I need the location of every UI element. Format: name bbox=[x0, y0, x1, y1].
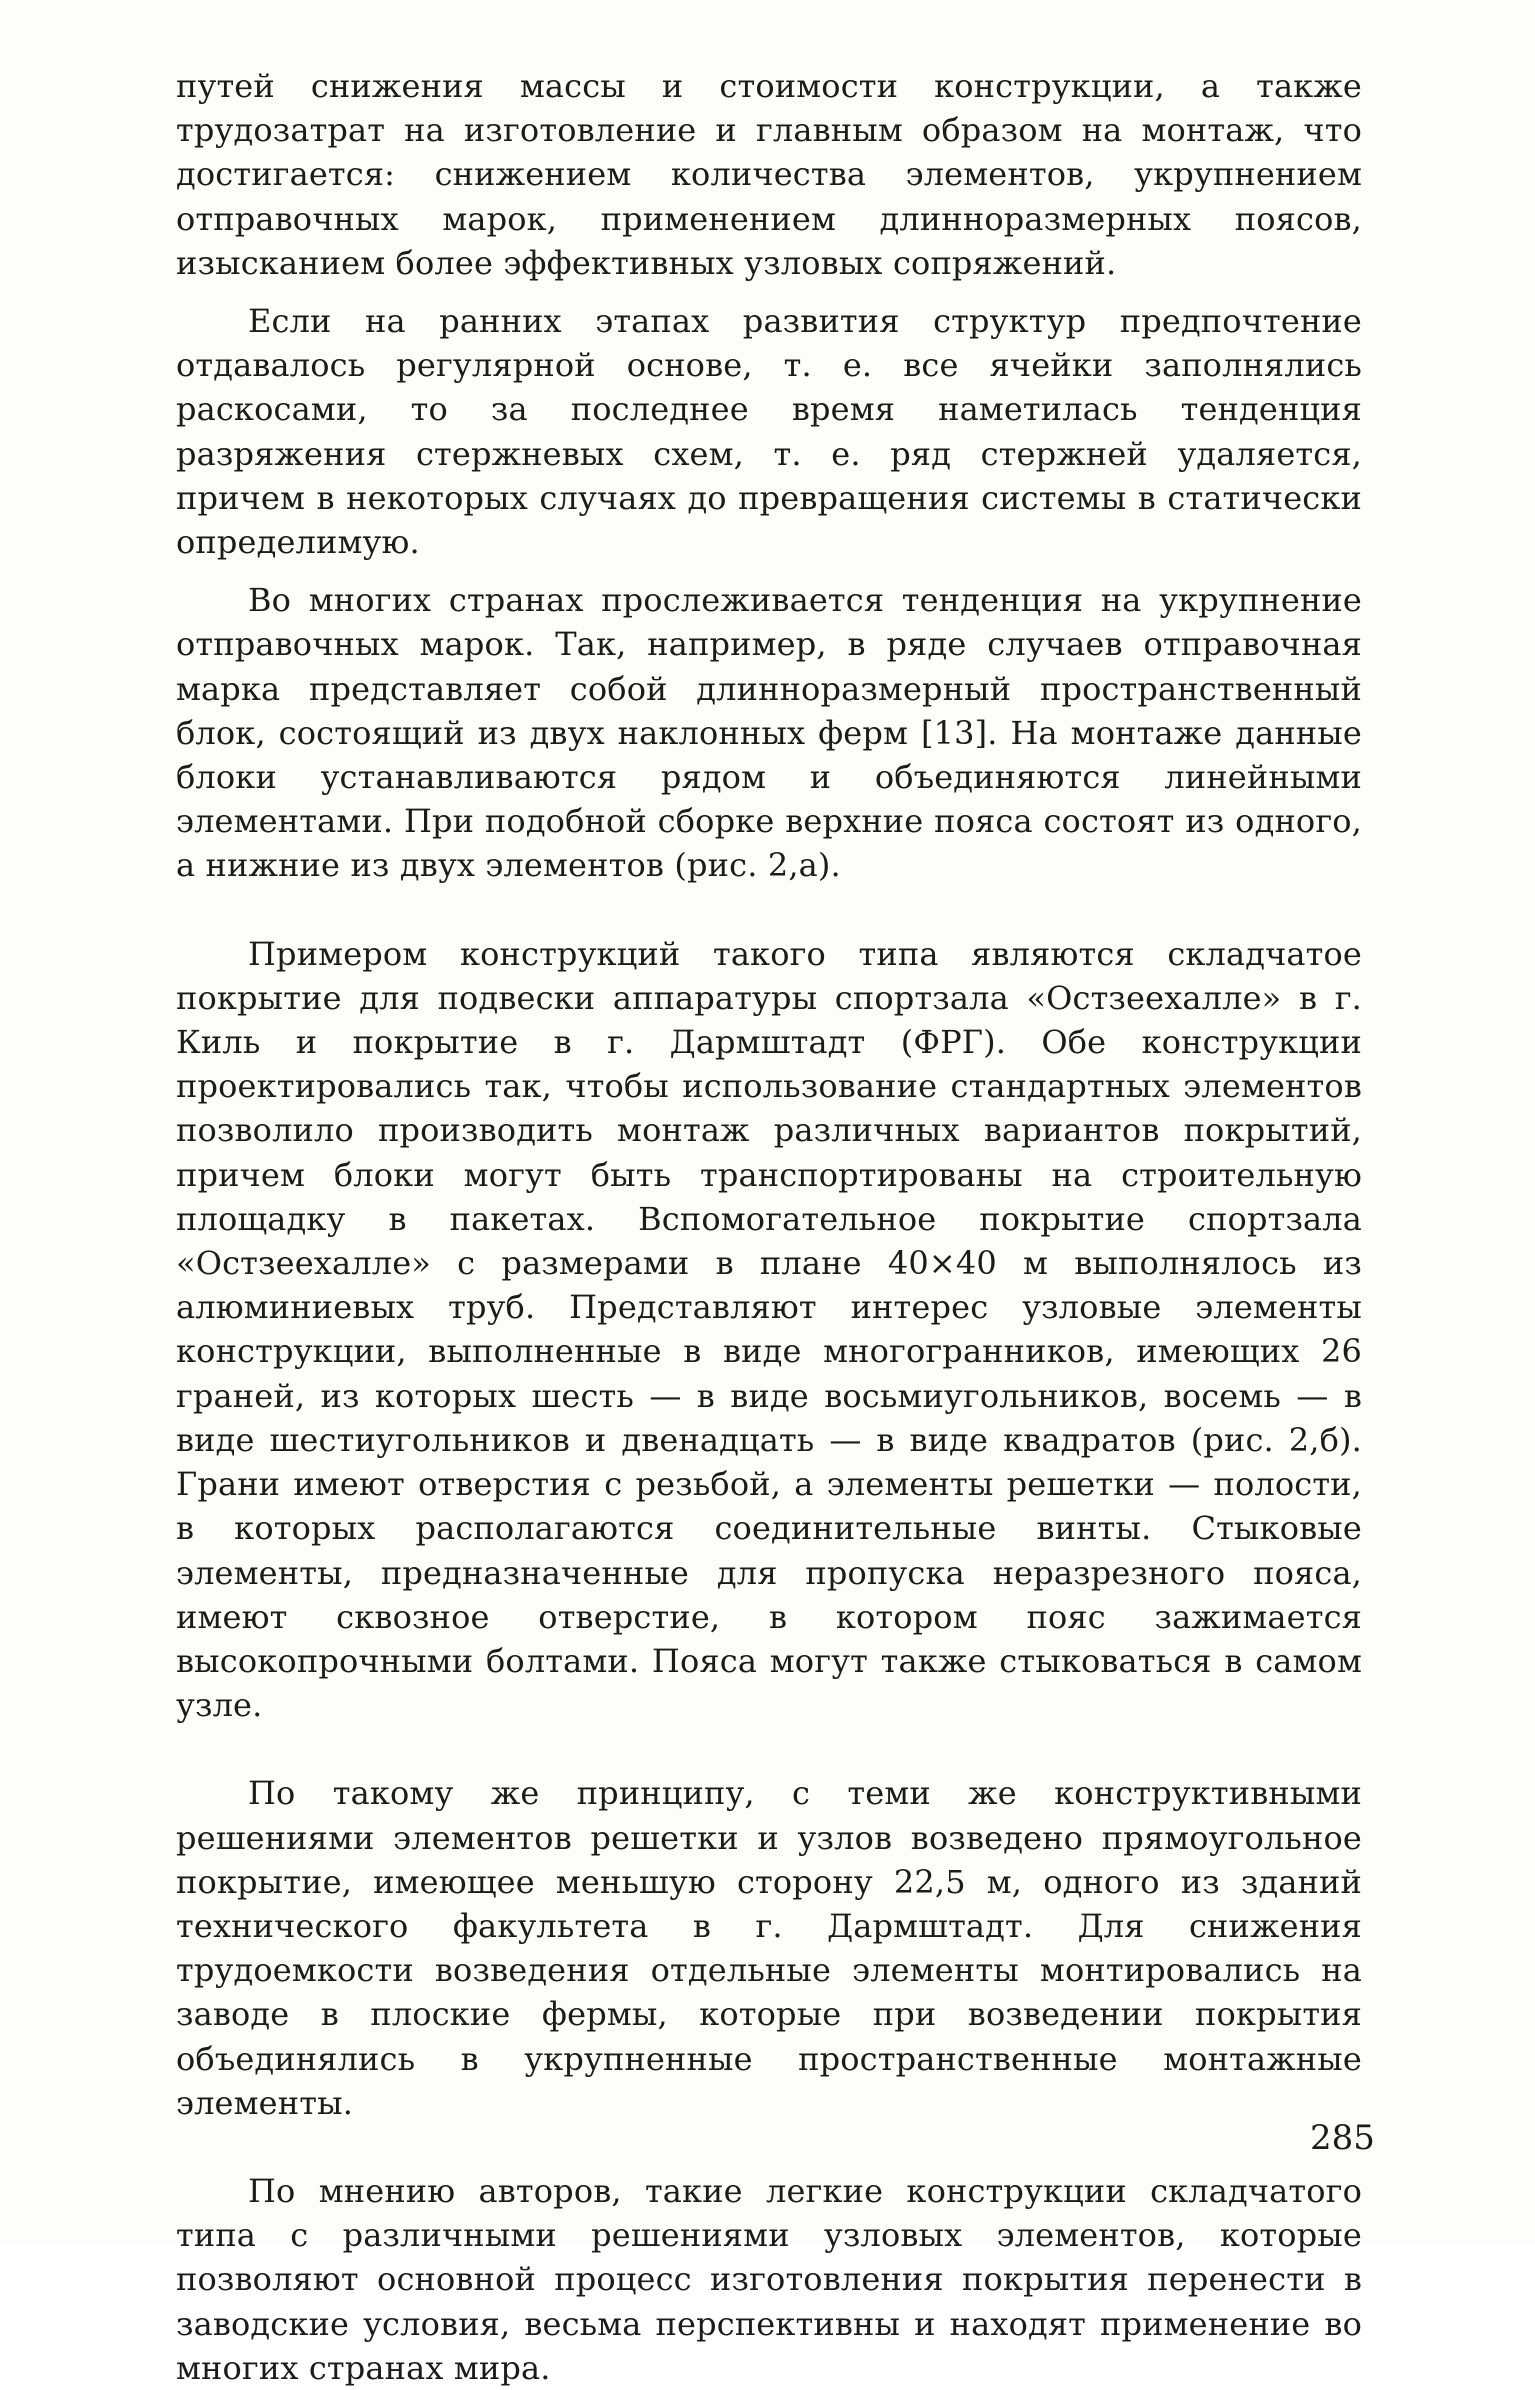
paragraph-1: путей снижения массы и стоимости конструкции, а также трудозатрат на изготовление и главным образом на монтаж, что достигается: снижением количества элементов, укрупнением отправочных марок, применением длинноразмерных поясов, изысканием более эффективных узловых сопряжений. bbox=[176, 67, 1362, 282]
body-text bbox=[176, 64, 1362, 2390]
paragraph-2: Если на ранних этапах развития структур предпочтение отдавалось регулярной основе, т. е. все ячейки заполнялись раскосами, то за последнее время наметилась тенденция разряжения стержневых схем, т. е. ряд стержней удаляется, причем в некоторых случаях до превращения системы в статически определимую. bbox=[176, 302, 1362, 562]
paragraph-3: Во многих странах прослеживается тенденция на укрупнение отправочных марок. Так, например, в ряде случаев отправочная марка представляет собой длинноразмерный пространственный блок, состоящий из двух наклонных ферм [13]. На монтаже данные блоки устанавливаются рядом и объединяются линейными элементами. При подобной сборке верхние пояса состоят из одного, а нижние из двух элементов (рис. 2,а). bbox=[176, 581, 1362, 885]
paragraph-4: Примером конструкций такого типа являются складчатое покрытие для подвески аппаратуры спортзала «Остзеехалле» в г. Киль и покрытие в г. Дармштадт (ФРГ). Обе конструкции проектировались так, чтобы использование стандартных элементов позволило производить монтаж различных вариантов покрытий, причем блоки могут быть транспортированы на строительную площадку в пакетах. Вспомогательное покрытие спортзала «Остзеехалле» с размерами в плане 40×40 м выполнялось из алюминиевых труб. Представляют интерес узловые элементы конструкции, выполненные в виде многогранников, имеющих 26 граней, из которых шесть — в виде восьмиугольников, восемь — в виде шестиугольников и двенадцать — в виде квадратов (рис. 2,б). Грани имеют отверстия с резьбой, а элементы решетки — полости, в которых располагаются соединительные винты. Стыковые элементы, предназначенные для пропуска неразрезного пояса, имеют сквозное отверстие, в котором пояс зажимается высокопрочными болтами. Пояса могут также стыковаться в самом узле. bbox=[176, 934, 1362, 1725]
page-number: 285 bbox=[1310, 2118, 1375, 2158]
paragraph-5: По такому же принципу, с теми же конструктивными решениями элементов решетки и узлов возведено прямоугольное покрытие, имеющее меньшую сторону 22,5 м, одного из зданий технического факультета в г. Дармштадт. Для снижения трудоемкости возведения отдельные элементы монтировались на заводе в плоские фермы, которые при возведении покрытия объединялись в укрупненные пространственные монтажные элементы. bbox=[176, 1774, 1362, 2122]
paragraph-6: По мнению авторов, такие легкие конструкции складчатого типа с различными решениями узловых элементов, которые позволяют основной процесс изготовления покрытия перенести в заводские условия, весьма перспективны и находят применение во многих странах мира. bbox=[176, 2171, 1362, 2387]
